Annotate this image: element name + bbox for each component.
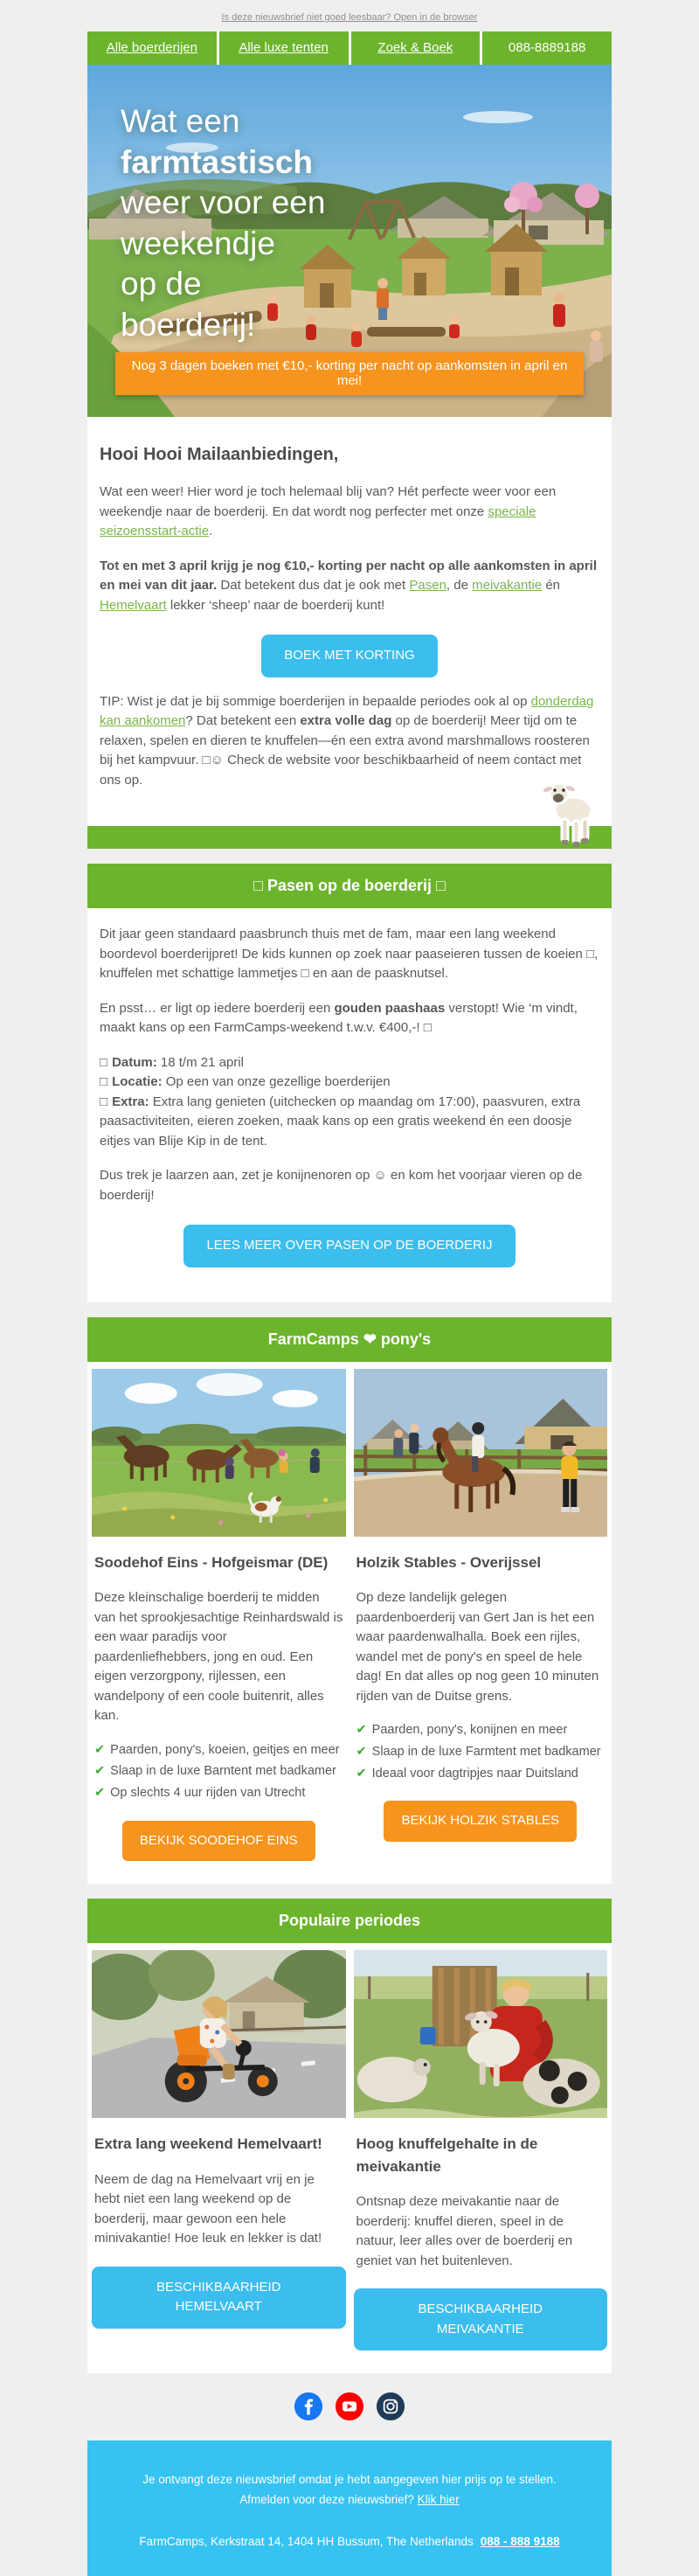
- lees-meer-pasen-button[interactable]: LEES MEER OVER PASEN OP DE BOERDERIJ: [183, 1225, 515, 1267]
- period-card-meivakantie: [354, 1950, 608, 2356]
- boy-with-lamb-illustration: [354, 1950, 608, 2118]
- bekijk-holzik-stables-button[interactable]: BEKIJK HOLZIK STABLES: [384, 1801, 577, 1842]
- gokart-illustration: [92, 1950, 346, 2118]
- hero-line: weekendje: [121, 225, 275, 261]
- seizoensstart-actie-link[interactable]: speciale seizoensstart-actie: [100, 503, 536, 538]
- farm-card-holzik-stables: [354, 1369, 608, 1867]
- intro-paragraph-2: Tot en met 3 april krijg je nog €10,- korting per nacht op alle aankomsten in april en mei van dit jaar. Dat betekent dus dat je ook met Pasen, de meivakantie én Hemelvaart lekker ‘sheep’ naar de boerderij kunt!: [100, 558, 598, 613]
- hero-line: boerderij!: [121, 307, 256, 344]
- horse-riding-illustration: [354, 1369, 608, 1537]
- youtube-icon: [335, 2392, 364, 2421]
- nav-alle-boerderijen[interactable]: Alle boerderijen: [106, 40, 197, 55]
- donderdag-aankomen-link[interactable]: donderdag kan aankomen: [100, 693, 594, 728]
- card-title: Soodehof Eins - Hofgeismar (DE): [94, 1553, 329, 1571]
- unsubscribe-link[interactable]: Klik hier: [417, 2492, 460, 2506]
- newsletter-footer: [87, 2441, 612, 2576]
- view-in-browser-link[interactable]: Is deze nieuwsbrief niet goed leesbaar? Open in de browser: [221, 12, 478, 23]
- lamb-image: [538, 777, 601, 849]
- pasen-section-header: □ Pasen op de boerderij □: [87, 864, 612, 908]
- youtube-link[interactable]: [335, 2392, 364, 2421]
- beschikbaarheid-hemelvaart-button[interactable]: BESCHIKBAARHEID HEMELVAART: [92, 2267, 346, 2329]
- ponies-section: [87, 1362, 612, 1885]
- pasen-details: [100, 1053, 599, 1152]
- hero-line: farmtastisch: [121, 143, 314, 180]
- card-bullets: [94, 1741, 343, 1803]
- nav-zoek-boek[interactable]: Zoek & Boek: [349, 31, 481, 65]
- instagram-icon: [376, 2392, 405, 2421]
- card-body: Deze kleinschalige boerderij te midden van het sprookjesachtige Reinhardswald is een waar paradijs voor paardenliefhebbers, jong en oud. Een eigen verzorgpony, rijlessen, een wandelpony of een coole buitenrit, alles kan.: [94, 1590, 343, 1723]
- footer-phone-link[interactable]: 088 - 888 9188: [480, 2534, 560, 2548]
- ponies-section-header: FarmCamps ❤ pony's: [87, 1317, 612, 1362]
- meivakantie-link[interactable]: meivakantie: [472, 578, 543, 593]
- social-links: [87, 2373, 612, 2441]
- boy-with-lamb-image: [354, 1950, 608, 2118]
- footer-address-line: [108, 2532, 591, 2552]
- footer-unsubscribe: Afmelden voor deze nieuwsbrief? Klik hier: [239, 2492, 460, 2506]
- check-icon: ✔: [356, 1723, 367, 1737]
- facebook-link[interactable]: [294, 2392, 323, 2421]
- bullet-item: ✔ Ideaal voor dagtripjes naar Duitsland: [356, 1766, 578, 1781]
- tip-paragraph: TIP: Wist je dat je bij sommige boerderijen in bepaalde periodes ook al op donderdag kan aankomen? Dat betekent een extra volle dag op de boerderij! Meer tijd om te relaxen, spelen en dieren te knuffelen—én een extra avond marshmallows roosteren bij het kampvuur. □☺ Check de website voor beschikbaarheid of neem contact met ons op.: [100, 693, 594, 788]
- hero: [87, 65, 612, 417]
- nav-phone-number[interactable]: 088-8889188: [480, 31, 612, 65]
- bekijk-soodehof-eins-button[interactable]: BEKIJK SOODEHOF EINS: [122, 1821, 315, 1862]
- newsletter-body: [87, 31, 612, 2576]
- pasen-link[interactable]: Pasen: [409, 578, 446, 593]
- period-card-hemelvaart: [92, 1950, 346, 2356]
- hero-line: Wat een: [121, 103, 240, 139]
- farm-card-soodehof-eins: [92, 1369, 346, 1867]
- periods-section: [87, 1943, 612, 2373]
- facebook-icon: [294, 2392, 323, 2421]
- bullet-item: ✔ Slaap in de luxe Farmtent met badkamer: [356, 1744, 601, 1759]
- card-body: Neem de dag na Hemelvaart vrij en je hebt niet een lang weekend op de boerderij, maar gewoon een hele minivakantie! Hoe leuk en lekker is dat!: [94, 2171, 322, 2246]
- periods-section-header: Populaire periodes: [87, 1899, 612, 1943]
- pasen-section: [87, 908, 612, 1302]
- card-title: Extra lang weekend Hemelvaart!: [94, 2135, 322, 2153]
- check-icon: ✔: [94, 1786, 106, 1800]
- bullet-item: ✔ Paarden, pony's, konijnen en meer: [356, 1723, 568, 1737]
- check-icon: ✔: [356, 1744, 367, 1759]
- pasen-paragraph-3: Dus trek je laarzen aan, zet je konijnenoren op ☺ en kom het voorjaar vieren op de boerderij!: [100, 1168, 583, 1203]
- footer-address: FarmCamps, Kerkstraat 14, 1404 HH Bussum, The Netherlands: [139, 2534, 474, 2548]
- pasen-detail-extra: □ Extra: Extra lang genieten (uitchecken op maandag om 17:00), paasvuren, extra paasactiviteiten, eieren zoeken, maak kans op een gratis weekend én een doosje eitjes van Blije Kip in de tent.: [100, 1094, 581, 1149]
- section-divider: [87, 826, 612, 849]
- pasen-paragraph-1: Dit jaar geen standaard paasbrunch thuis met de fam, maar een lang weekend boordevol boerderijpret! De kids kunnen op zoek naar paaseieren tussen de koeien □, knuffelen met schattige lammetjes □ en aan de paasknutsel.: [100, 927, 599, 981]
- boek-met-korting-button[interactable]: BOEK MET KORTING: [261, 635, 437, 677]
- intro-paragraph-1: Wat een weer! Hier word je toch helemaal blij van? Hét perfecte weer voor een weekendje naar de boerderij. En dat wordt nog perfecter met onze speciale seizoensstart-actie.: [100, 484, 557, 538]
- pasen-paragraph-2: En psst… er ligt op iedere boerderij een gouden paashaas verstopt! Wie ‘m vindt, maakt kans op een FarmCamps-weekend t.w.v. €400,-! □: [100, 1000, 578, 1035]
- bullet-item: ✔ Op slechts 4 uur rijden van Utrecht: [94, 1786, 306, 1800]
- horses-meadow-illustration: [92, 1369, 346, 1537]
- main-nav: [87, 31, 612, 65]
- bullet-item: ✔ Slaap in de luxe Barntent met badkamer: [94, 1764, 336, 1779]
- discount-banner: Nog 3 dagen boeken met €10,- korting per nacht op aankomsten in april en mei!: [115, 352, 584, 395]
- hemelvaart-link[interactable]: Hemelvaart: [100, 597, 167, 613]
- nav-alle-luxe-tenten[interactable]: Alle luxe tenten: [217, 31, 349, 65]
- horses-meadow-image: [92, 1369, 346, 1537]
- instagram-link[interactable]: [376, 2392, 405, 2421]
- card-bullets: [356, 1721, 606, 1783]
- hero-line: op de: [121, 266, 202, 302]
- intro-section: [87, 417, 612, 826]
- view-in-browser-bar: [0, 0, 699, 31]
- card-title: Hoog knuffelgehalte in de meivakantie: [356, 2135, 538, 2175]
- card-body: Op deze landelijk gelegen paardenboerderij van Gert Jan is het een waar paardenwalhalla. Boek een rijles, wandel met de pony's en speel de hele dag! En dat alles op nog geen 10 minuten rijden van de Duitse grens.: [356, 1590, 599, 1704]
- horse-riding-image: [354, 1369, 608, 1537]
- card-body: Ontsnap deze meivakantie naar de boerderij: knuffel dieren, speel in de natuur, leer alles over de boerderij en geniet van het buitenleven.: [356, 2194, 573, 2268]
- hero-line: weer voor een: [121, 184, 326, 221]
- pasen-detail-datum: □ Datum: 18 t/m 21 april: [100, 1054, 244, 1070]
- check-icon: ✔: [94, 1742, 106, 1757]
- card-title: Holzik Stables - Overijssel: [356, 1553, 542, 1571]
- intro-heading: Hooi Hooi Mailaanbiedingen,: [100, 445, 339, 464]
- check-icon: ✔: [94, 1764, 106, 1779]
- pasen-detail-locatie: □ Locatie: Op een van onze gezellige boerderijen: [100, 1074, 391, 1089]
- gokart-image: [92, 1950, 346, 2118]
- bullet-item: ✔ Paarden, pony's, koeien, geitjes en meer: [94, 1742, 340, 1757]
- hero-title: [121, 101, 325, 346]
- footer-reason: Je ontvangt deze nieuwsbrief omdat je hebt aangegeven hier prijs op te stellen.: [142, 2473, 557, 2487]
- check-icon: ✔: [356, 1766, 367, 1781]
- beschikbaarheid-meivakantie-button[interactable]: BESCHIKBAARHEID MEIVAKANTIE: [354, 2288, 608, 2350]
